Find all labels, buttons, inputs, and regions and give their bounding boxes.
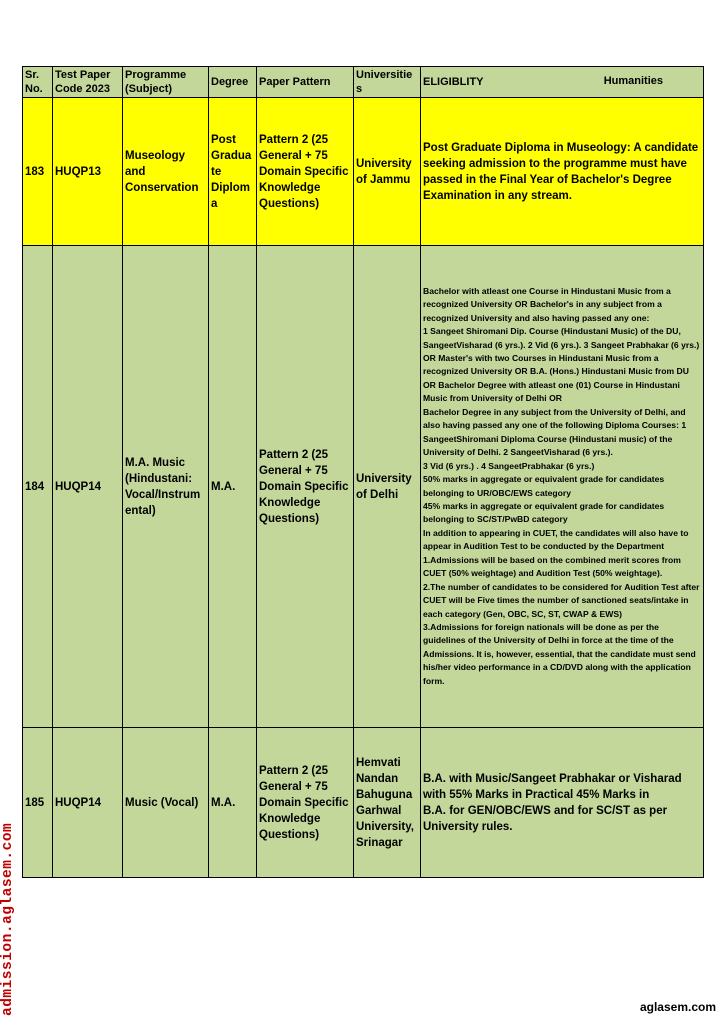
table-row <box>23 728 704 878</box>
header-eligibility: ELIGIBLITY <box>423 76 484 88</box>
row-sr: 185 <box>23 728 53 878</box>
eligibility-line: Bachelor Degree in any subject from the University of Delhi, and also having passed any one of the following Diploma Courses: 1 SangeetShiromani Diploma Course (Hindustani music) of the University of Delhi. 2 SangeetVisharad (6 yrs.). <box>423 406 687 458</box>
eligibility-line: 50% marks in aggregate or equivalent grade for candidates belonging to UR/OBC/EWS category <box>423 474 665 498</box>
eligibility-line: 1 Sangeet Shiromani Dip. Course (Hindustani Music) of the DU, SangeetVisharad (6 yrs.). 2 Vid (6 yrs.). 3 Sangeet Prabhakar (6 yrs.) <box>423 326 700 350</box>
row-pattern: Pattern 2 (25 General + 75 Domain Specific Knowledge Questions) <box>257 246 354 728</box>
eligibility-line: B.A. with Music/Sangeet Prabhakar or Visharad with 55% Marks in Practical 45% Marks in <box>423 772 682 801</box>
row-code: HUQP13 <box>53 98 123 246</box>
eligibility-line: 3 Vid (6 yrs.) . 4 SangeetPrabhakar (6 yrs.) <box>423 460 595 471</box>
row-code: HUQP14 <box>53 728 123 878</box>
eligibility-table <box>22 66 704 878</box>
row-pattern: Pattern 2 (25 General + 75 Domain Specific Knowledge Questions) <box>257 728 354 878</box>
table-header-row <box>23 67 704 98</box>
row-eligibility <box>421 246 704 728</box>
row-degree: M.A. <box>209 246 257 728</box>
header-stream: Humanities <box>603 75 663 87</box>
eligibility-line: In addition to appearing in CUET, the candidates will also have to appear in Audition Test to be conducted by the Department <box>423 527 689 552</box>
header-sr-no: Sr. No. <box>23 67 53 98</box>
row-degree: Post Graduate Diploma <box>209 98 257 246</box>
row-university: University of Jammu <box>354 98 421 246</box>
row-university: Hemvati Nandan Bahuguna Garhwal University, Srinagar <box>354 728 421 878</box>
header-programme: Programme (Subject) <box>123 67 209 98</box>
header-test-paper-code: Test Paper Code 2023 <box>53 67 123 98</box>
header-universities: Universities <box>354 67 421 98</box>
table-row <box>23 98 704 246</box>
row-degree: M.A. <box>209 728 257 878</box>
row-sr: 183 <box>23 98 53 246</box>
table-row <box>23 246 704 728</box>
header-eligibility-cell <box>421 67 704 98</box>
header-degree: Degree <box>209 67 257 98</box>
row-university: University of Delhi <box>354 246 421 728</box>
eligibility-line: OR Master's with two Courses in Hindustani Music from a recognized University OR B.A. (Hons.) Hindustani Music from DU OR Bachelor Degree with atleast one (01) Course in Hindustani Music from University of Delhi OR <box>423 352 689 404</box>
row-sr: 184 <box>23 246 53 728</box>
eligibility-line: 1.Admissions will be based on the combined merit scores from CUET (50% weightage) and Audition Test (50% weightage). <box>423 554 681 579</box>
eligibility-line: B.A. for GEN/OBC/EWS and for SC/ST as per University rules. <box>423 804 668 833</box>
eligibility-line: 3.Admissions for foreign nationals will be done as per the guidelines of the University of Delhi in force at the time of the Admissions. It is, however, essential, that the candidate must send his/her video performance in a CD/DVD along with the application form. <box>423 622 696 686</box>
row-programme: M.A. Music (Hindustani: Vocal/Instrumental) <box>123 246 209 728</box>
footer-brand: aglasem.com <box>639 1000 716 1014</box>
eligibility-line: 45% marks in aggregate or equivalent grade for candidates belonging to SC/ST/PwBD category <box>423 500 665 525</box>
eligibility-line: Bachelor with atleast one Course in Hindustani Music from a recognized University OR Bachelor's in any subject from a recognized University and also having passed any one: <box>423 285 671 323</box>
row-pattern: Pattern 2 (25 General + 75 Domain Specific Knowledge Questions) <box>257 98 354 246</box>
row-programme: Music (Vocal) <box>123 728 209 878</box>
eligibility-line: 2.The number of candidates to be considered for Audition Test after CUET will be Five times the number of sanctioned seats/intake in each category (Gen, OBC, SC, ST, CWAP & EWS) <box>423 581 700 619</box>
row-code: HUQP14 <box>53 246 123 728</box>
row-eligibility: Post Graduate Diploma in Museology: A candidate seeking admission to the programme must have passed in the Final Year of Bachelor's Degree Examination in any stream. <box>421 98 704 246</box>
row-eligibility <box>421 728 704 878</box>
watermark-url: admission.aglasem.com <box>0 822 16 1016</box>
header-paper-pattern: Paper Pattern <box>257 67 354 98</box>
row-programme: Museology and Conservation <box>123 98 209 246</box>
